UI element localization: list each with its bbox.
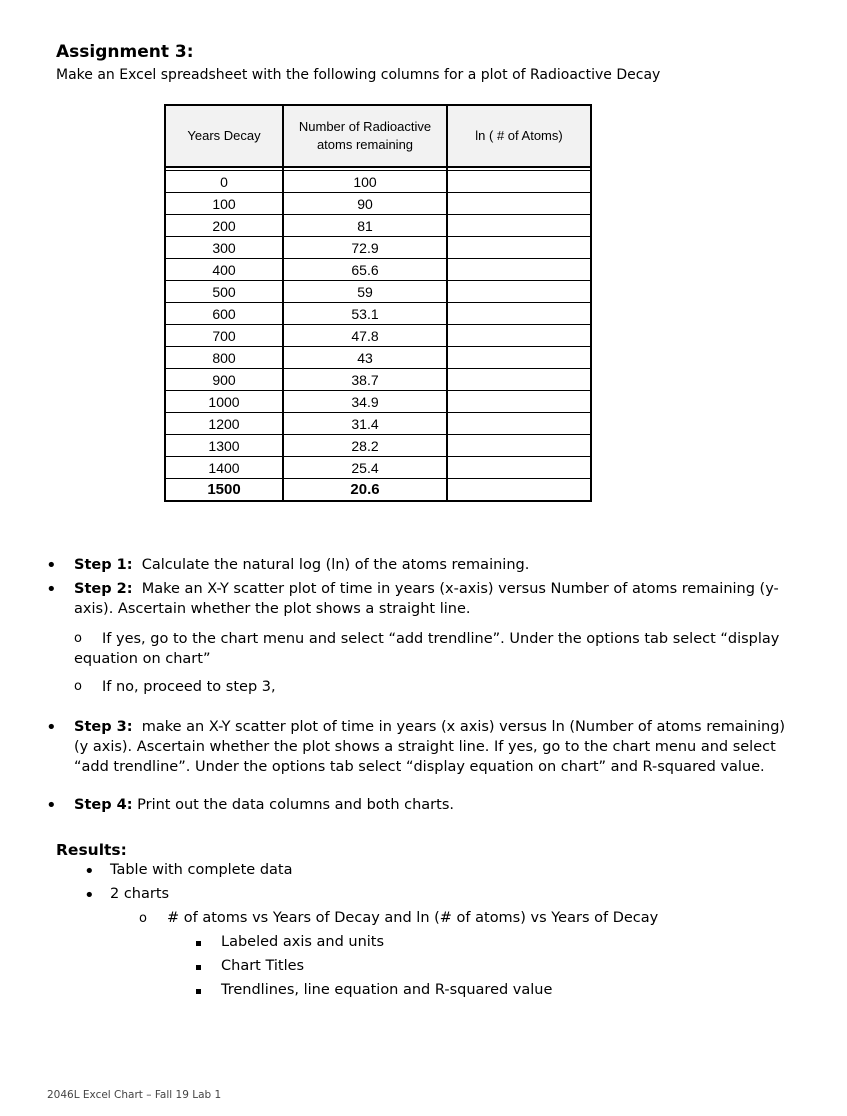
table-row: [165, 259, 591, 281]
results-heading: Results:: [56, 841, 127, 859]
cell-ln-atoms: [447, 171, 591, 193]
step-4: [74, 795, 784, 815]
cell-atoms: 20.6: [283, 479, 447, 502]
circle-bullet-icon: o: [139, 911, 147, 926]
cell-years: 900: [165, 369, 283, 391]
results-detail-axis: Labeled axis and units: [221, 934, 385, 950]
results-item-charts: 2 charts: [110, 886, 170, 902]
cell-years: 100: [165, 193, 283, 215]
table-row: [165, 281, 591, 303]
table-header-row: [165, 105, 591, 167]
step-4-label: Step 4:: [74, 797, 133, 813]
cell-ln-atoms: [447, 413, 591, 435]
cell-years: 500: [165, 281, 283, 303]
footer-text: 2046L Excel Chart – Fall 19 Lab 1: [47, 1089, 222, 1101]
circle-bullet-icon: o: [74, 631, 82, 646]
step-3-label: Step 3:: [74, 719, 133, 735]
square-bullet-icon: [196, 989, 201, 994]
cell-atoms: 53.1: [283, 303, 447, 325]
cell-atoms: 38.7: [283, 369, 447, 391]
cell-ln-atoms: [447, 479, 591, 502]
table-row: [165, 369, 591, 391]
cell-ln-atoms: [447, 391, 591, 413]
table-row: [165, 435, 591, 457]
step-3: [74, 717, 794, 777]
table-row: [165, 303, 591, 325]
cell-ln-atoms: [447, 325, 591, 347]
table-row: [165, 171, 591, 193]
cell-years: 1000: [165, 391, 283, 413]
table-row: [165, 193, 591, 215]
cell-atoms: 43: [283, 347, 447, 369]
results-detail-titles: Chart Titles: [221, 958, 305, 974]
bullet-icon: •: [84, 861, 95, 882]
header-atoms-remaining: Number of Radioactive atoms remaining: [283, 105, 447, 167]
table-row: [165, 479, 591, 502]
step-1-label: Step 1:: [74, 557, 133, 573]
cell-ln-atoms: [447, 369, 591, 391]
cell-years: 300: [165, 237, 283, 259]
table-row: [165, 413, 591, 435]
cell-ln-atoms: [447, 435, 591, 457]
table-row: [165, 457, 591, 479]
assignment-title: Assignment 3:: [56, 42, 194, 62]
cell-atoms: 90: [283, 193, 447, 215]
cell-ln-atoms: [447, 303, 591, 325]
step-2-sub-yes: If yes, go to the chart menu and select “add trendline”. Under the options tab select “display equation on chart”: [74, 631, 780, 667]
cell-ln-atoms: [447, 347, 591, 369]
bullet-icon: •: [46, 579, 57, 600]
step-2: [74, 579, 784, 619]
bullet-icon: •: [46, 795, 57, 816]
header-years-decay: Years Decay: [165, 105, 283, 167]
header-ln-atoms: ln ( # of Atoms): [447, 105, 591, 167]
cell-years: 0: [165, 171, 283, 193]
cell-years: 400: [165, 259, 283, 281]
results-sub-item: # of atoms vs Years of Decay and ln (# of atoms) vs Years of Decay: [167, 910, 659, 926]
cell-atoms: 28.2: [283, 435, 447, 457]
bullet-icon: •: [46, 555, 57, 576]
cell-atoms: 65.6: [283, 259, 447, 281]
square-bullet-icon: [196, 941, 201, 946]
cell-ln-atoms: [447, 281, 591, 303]
cell-years: 800: [165, 347, 283, 369]
cell-atoms: 25.4: [283, 457, 447, 479]
cell-years: 200: [165, 215, 283, 237]
cell-years: 1500: [165, 479, 283, 502]
cell-atoms: 81: [283, 215, 447, 237]
step-2-text: Make an X-Y scatter plot of time in years (x-axis) versus Number of atoms remaining (y-axis). Ascertain whether the plot shows a straight line.: [74, 581, 779, 617]
step-1-text: Calculate the natural log (ln) of the atoms remaining.: [141, 557, 530, 573]
cell-years: 600: [165, 303, 283, 325]
table-row: [165, 325, 591, 347]
cell-atoms: 72.9: [283, 237, 447, 259]
results-detail-trendlines: Trendlines, line equation and R-squared value: [221, 982, 553, 998]
cell-atoms: 47.8: [283, 325, 447, 347]
table-body: [165, 167, 591, 501]
cell-atoms: 34.9: [283, 391, 447, 413]
bullet-icon: •: [46, 717, 57, 738]
cell-atoms: 59: [283, 281, 447, 303]
cell-ln-atoms: [447, 193, 591, 215]
table-row: [165, 391, 591, 413]
decay-data-table: [164, 104, 592, 502]
cell-years: 700: [165, 325, 283, 347]
cell-ln-atoms: [447, 237, 591, 259]
cell-years: 1400: [165, 457, 283, 479]
cell-ln-atoms: [447, 457, 591, 479]
step-2-label: Step 2:: [74, 581, 133, 597]
step-1: [74, 555, 784, 575]
assignment-subtitle: Make an Excel spreadsheet with the following columns for a plot of Radioactive Decay: [56, 67, 661, 83]
bullet-icon: •: [84, 885, 95, 906]
cell-years: 1200: [165, 413, 283, 435]
step-4-text: Print out the data columns and both charts.: [137, 797, 454, 813]
step-3-text: make an X-Y scatter plot of time in years (x axis) versus ln (Number of atoms remaining) (y axis). Ascertain whether the plot shows a straight line. If yes, go to the chart menu and select “add trendline”. Under the options tab select “display equation on chart” and R-squared value.: [74, 719, 786, 775]
step-2-sub-no: If no, proceed to step 3,: [102, 679, 276, 695]
circle-bullet-icon: o: [74, 679, 82, 694]
cell-ln-atoms: [447, 259, 591, 281]
cell-atoms: 100: [283, 171, 447, 193]
table-row: [165, 347, 591, 369]
results-item-table: Table with complete data: [110, 862, 293, 878]
square-bullet-icon: [196, 965, 201, 970]
cell-atoms: 31.4: [283, 413, 447, 435]
table-row: [165, 237, 591, 259]
cell-ln-atoms: [447, 215, 591, 237]
cell-years: 1300: [165, 435, 283, 457]
table-row: [165, 215, 591, 237]
